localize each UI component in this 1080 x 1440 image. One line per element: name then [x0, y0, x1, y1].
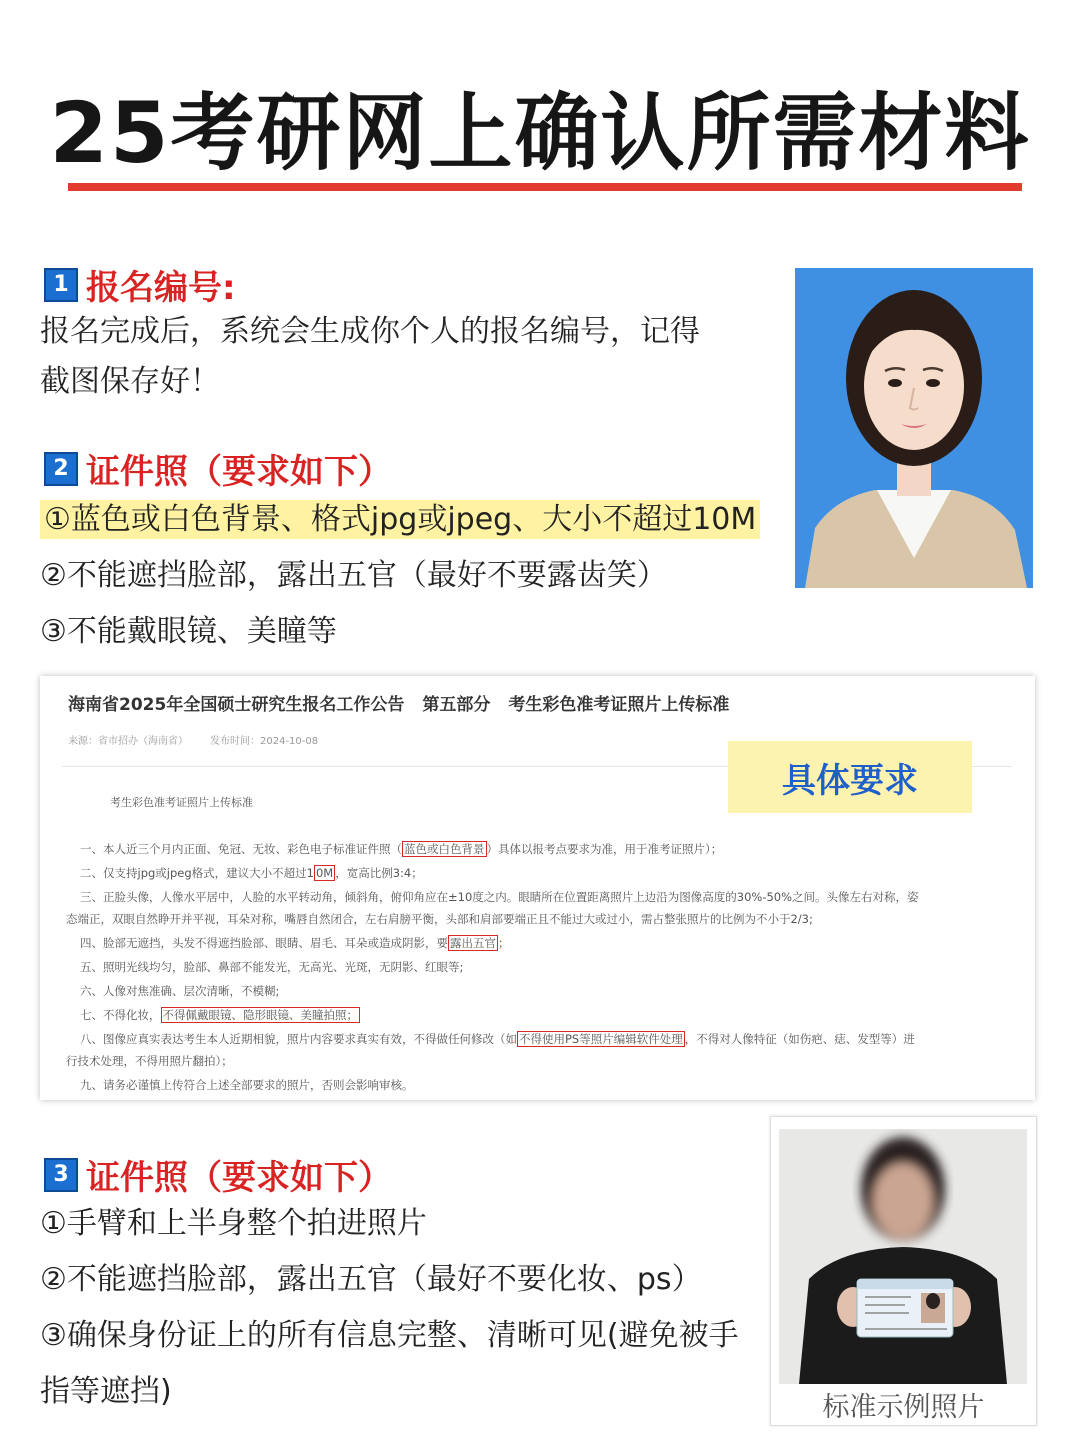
section-2-line-3: ③不能戴眼镜、美瞳等 [40, 614, 337, 649]
rule-line: 三、正脸头像，人像水平居中，人脸的水平转动角，倾斜角，俯仰角应在±10度之内。眼睛所在位置距离照片上边沿为图像高度的30%-50%之间。头像左右对称，姿 [80, 890, 919, 904]
section-3-header [44, 1150, 392, 1199]
rule-line: 行技术处理，不得用照片翻拍）； [66, 1054, 233, 1068]
section-1-line-1: 报名完成后，系统会生成你个人的报名编号，记得 [40, 314, 700, 349]
id-card-photo [779, 1129, 1027, 1384]
section-3-line-2: ②不能遮挡脸部，露出五官（最好不要化妆、ps） [40, 1262, 702, 1297]
callout-label: 具体要求 [728, 741, 972, 813]
announcement-source: 来源：省市招办（海南省） [68, 736, 188, 747]
id-photo-example [795, 268, 1033, 588]
rule-line: 四、脸部无遮挡，头发不得遮挡脸部、眼睛、眉毛、耳朵或造成阴影，要 露出五官 ； [80, 936, 510, 950]
announcement-meta [68, 732, 318, 747]
rule-line: 八、图像应真实表达考生本人近期相貌，照片内容要求真实有效，不得做任何修改（如 不得使用PS等照片编辑软件处理 ，不得对人像特征（如伤疤、痣、发型等）进 [80, 1032, 915, 1046]
title-underline [68, 183, 1022, 191]
section-3-line-1: ①手臂和上半身整个拍进照片 [40, 1206, 427, 1241]
highlighted-requirement: ①蓝色或白色背景、格式jpg或jpeg、大小不超过10M [40, 500, 760, 539]
section-1-title: 报名编号: [86, 268, 236, 308]
section-3-line-3: ③确保身份证上的所有信息完整、清晰可见(避免被手 [40, 1318, 739, 1353]
rule-line: 六、人像对焦准确、层次清晰，不模糊; [80, 984, 280, 998]
announcement-title [68, 690, 729, 715]
announcement-title-sub: 考生彩色准考证照片上传标准 [508, 695, 730, 715]
announcement-title-main: 海南省2025年全国硕士研究生报名工作公告 [68, 695, 405, 715]
highlight-box: 露出五官 [450, 936, 496, 950]
section-1-header [44, 260, 236, 309]
rule-line: 五、照明光线均匀，脸部、鼻部不能发光，无高光、光斑，无阴影、红眼等; [80, 960, 464, 974]
section-2-number: 2 [44, 452, 78, 486]
rule-line: 二、仅支持jpg或jpeg格式，建议大小不超过1 0M ，宽高比例3:4； [80, 866, 423, 880]
announcement-screenshot [40, 676, 1035, 1100]
section-1-line-2: 截图保存好！ [40, 364, 220, 399]
page-title: 25考研网上确认所需材料 [49, 84, 1031, 182]
section-2-line-1 [40, 494, 760, 546]
highlight-box: 不得使用PS等照片编辑软件处理 [519, 1032, 683, 1046]
photo-caption: 标准示例照片 [822, 1392, 985, 1423]
rule-line: 九、请务必谨慎上传符合上述全部要求的照片，否则会影响审核。 [80, 1078, 414, 1092]
announcement-subtitle: 考生彩色准考证照片上传标准 [110, 796, 253, 809]
announcement-title-part: 第五部分 [422, 695, 491, 715]
section-1-number: 1 [44, 268, 78, 302]
rule-line: 态端正，双眼自然睁开并平视，耳朵对称，嘴唇自然闭合，左右肩膀平衡，头部和肩部要端正且不能过大或过小，需占整张照片的比例为不小于2/3; [66, 912, 813, 926]
person-holding-id-card-icon [779, 1129, 1027, 1384]
rule-line: 一、本人近三个月内正面、免冠、无妆、彩色电子标准证件照（ 蓝色或白色背景 ）具体以报考点要求为准，用于准考证照片）； [80, 842, 723, 856]
highlight-box: 0M [315, 866, 334, 880]
highlight-box: 蓝色或白色背景 [404, 842, 485, 856]
section-2-header [44, 444, 392, 493]
id-card-photo-example [770, 1116, 1037, 1426]
section-2-title: 证件照（要求如下） [86, 452, 392, 492]
section-2-line-2: ②不能遮挡脸部，露出五官（最好不要露齿笑） [40, 558, 667, 593]
announcement-date: 发布时间：2024-10-08 [210, 736, 319, 747]
rule-line: 七、不得化妆， 不得佩戴眼镜、隐形眼镜、美瞳拍照； [80, 1008, 358, 1022]
section-3-line-4: 指等遮挡) [40, 1374, 172, 1409]
highlight-box: 不得佩戴眼镜、隐形眼镜、美瞳拍照； [162, 1008, 358, 1022]
section-3-title: 证件照（要求如下） [86, 1158, 392, 1198]
section-3-number: 3 [44, 1158, 78, 1192]
woman-portrait-icon [795, 268, 1033, 588]
